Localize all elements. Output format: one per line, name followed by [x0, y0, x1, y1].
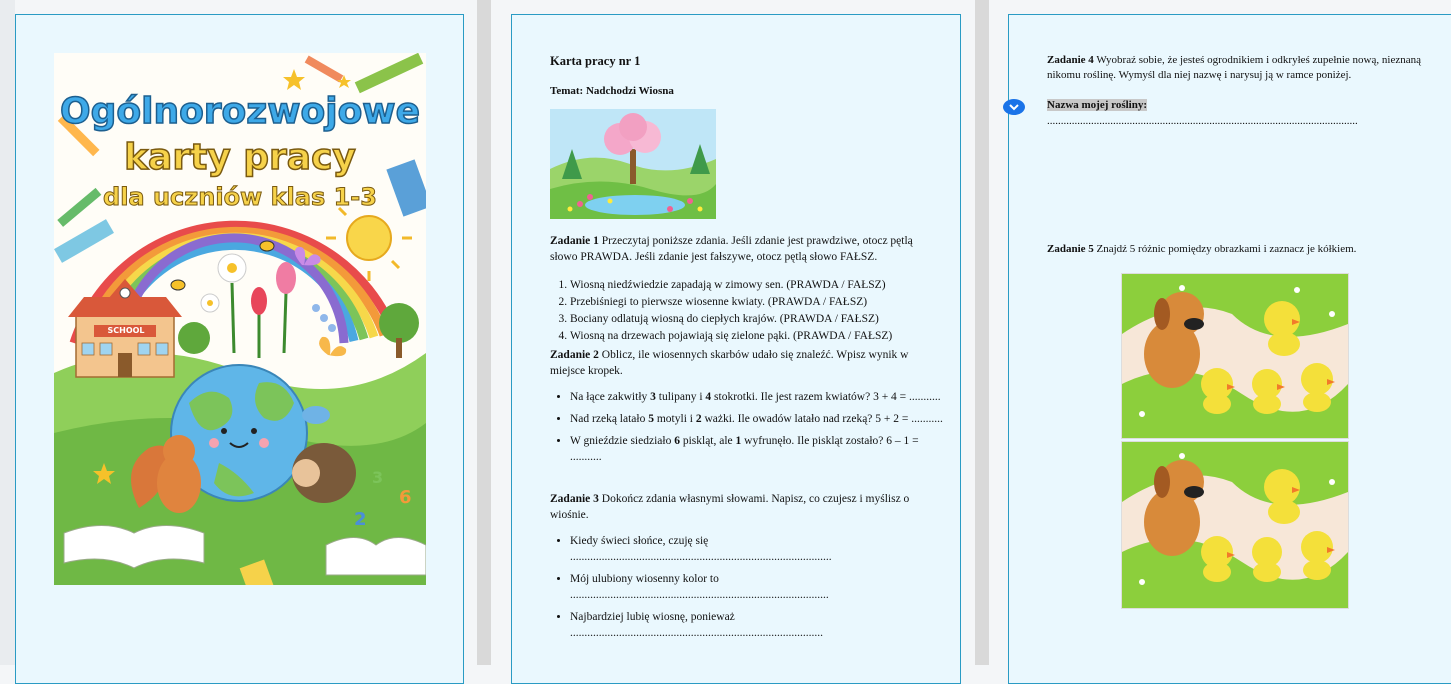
list-item: 4. Wiosną na drzewach pojawiają się zielone pąki. (PRAWDA / FAŁSZ)	[570, 328, 950, 344]
task3-text: Dokończ zdania własnymi słowami. Napisz, co czujesz i myślisz o wiośnie.	[550, 493, 910, 521]
page-separator	[477, 0, 491, 665]
task2-label: Zadanie 2	[550, 349, 599, 361]
worksheet-title: Karta pracy nr 1	[550, 54, 641, 68]
plant-name-label: Nazwa mojej rośliny:	[1047, 99, 1147, 111]
svg-text:2: 2	[354, 509, 367, 530]
list-item: • Mój ulubiony wiosenny kolor to ..........................................................................................	[570, 571, 950, 603]
page-cover	[15, 14, 464, 684]
svg-text:6: 6	[399, 487, 412, 508]
differences-picture-bottom	[1121, 441, 1349, 609]
list-item: • W gnieździe siedziało 6 piskląt, ale 1 wyfrunęło. Ile piskląt zostało? 6 – 1 = ...........	[570, 433, 950, 465]
task5-instructions	[1047, 241, 1427, 257]
task1-list	[540, 277, 950, 345]
task2-instructions	[550, 347, 920, 379]
task1-label: Zadanie 1	[550, 235, 599, 247]
page-worksheet-2	[1008, 14, 1451, 684]
svg-text:3: 3	[372, 468, 384, 487]
task5-label: Zadanie 5	[1047, 243, 1094, 255]
list-item: • Nad rzeką latało 5 motyli i 2 ważki. Ile owadów latało nad rzeką? 5 + 2 = ...........	[570, 411, 950, 427]
page-separator	[975, 0, 989, 665]
cover-title-line3: dla uczniów klas 1-3	[103, 183, 377, 211]
cover-title-line2: karty pracy	[124, 137, 356, 178]
spring-illustration	[550, 109, 716, 219]
task4-text: Wyobraź sobie, że jesteś ogrodnikiem i odkryłeś zupełnie nową, nieznaną nikomu roślinę. Wymyśl dla niej nazwę i narysuj ją w ramce poniżej.	[1047, 54, 1421, 81]
chevron-down-icon	[1009, 104, 1019, 111]
task5-text: Znajdź 5 różnic pomiędzy obrazkami i zaznacz je kółkiem.	[1096, 243, 1357, 255]
cover-title-line1: Ogólnorozwojowe	[60, 91, 420, 132]
list-item: • Kiedy świeci słońce, czuję się ...........................................................................................	[570, 533, 950, 565]
task4-label: Zadanie 4	[1047, 54, 1094, 66]
task2-text: Oblicz, ile wiosennych skarbów udało się znaleźć. Wpisz wynik w miejsce kropek.	[550, 349, 909, 377]
school-sign: SCHOOL	[107, 326, 145, 335]
list-item: 3. Bociany odlatują wiosną do ciepłych krajów. (PRAWDA / FAŁSZ)	[570, 311, 950, 327]
task4-instructions	[1047, 53, 1427, 83]
differences-picture-top	[1121, 273, 1349, 439]
plant-name-dots: .................................................................................................................	[1047, 115, 1358, 127]
cover-illustration	[54, 53, 426, 585]
task1-instructions	[550, 233, 920, 265]
list-item: 1. Wiosną niedźwiedzie zapadają w zimowy sen. (PRAWDA / FAŁSZ)	[570, 277, 950, 293]
list-item: • Najbardziej lubię wiosnę, ponieważ ........................................................................................	[570, 609, 950, 641]
expand-chevron-button[interactable]	[1003, 99, 1025, 115]
list-item: 2. Przebiśniegi to pierwsze wiosenne kwiaty. (PRAWDA / FAŁSZ)	[570, 294, 950, 310]
task1-text: Przeczytaj poniższe zdania. Jeśli zdanie jest prawdziwe, otocz pętlą słowo PRAWDA. Jeśli zdanie jest fałszywe, otocz pętlą słowo FAŁSZ.	[550, 235, 913, 263]
task3-list	[540, 533, 950, 647]
plant-name-field[interactable]	[1047, 97, 1427, 129]
task3-instructions	[550, 491, 920, 523]
task2-list	[540, 389, 950, 471]
gap-left	[0, 0, 15, 665]
cover-art	[54, 53, 426, 585]
worksheet-topic: Temat: Nadchodzi Wiosna	[550, 85, 674, 97]
list-item: • Na łące zakwitły 3 tulipany i 4 stokrotki. Ile jest razem kwiatów? 3 + 4 = ...........	[570, 389, 950, 405]
page-worksheet-1	[511, 14, 961, 684]
task3-label: Zadanie 3	[550, 493, 599, 505]
